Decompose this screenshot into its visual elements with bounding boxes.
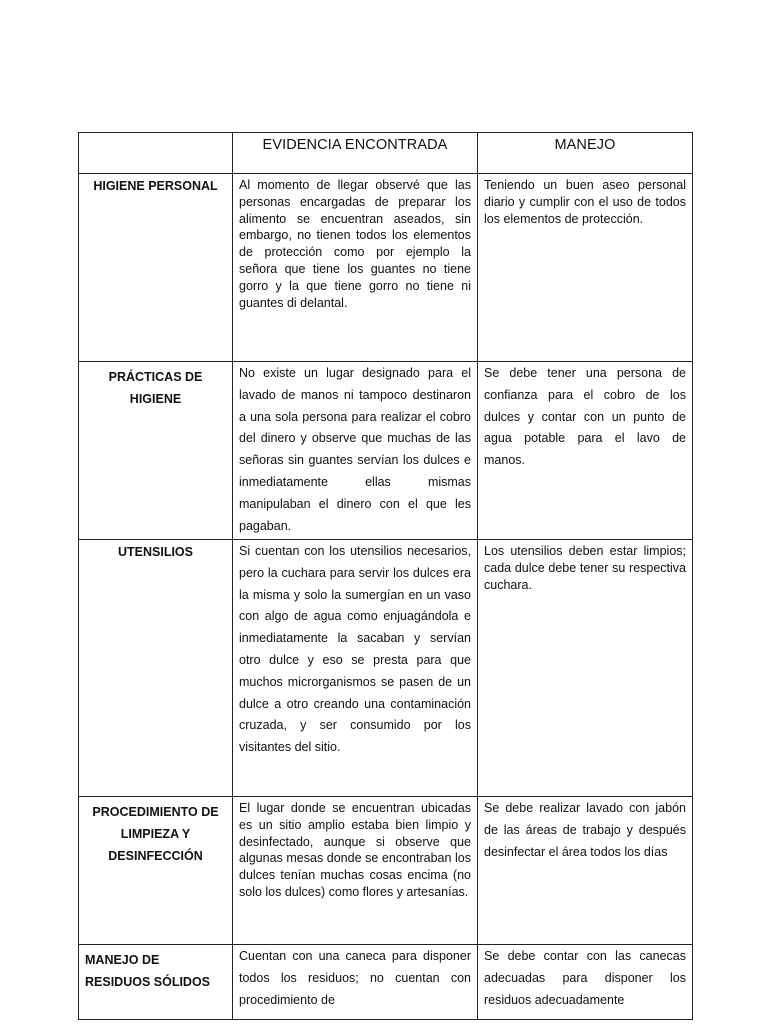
table-row <box>79 797 693 945</box>
cell-manejo-utensilios: Los utensilios deben estar limpios; cada dulce debe tener su respectiva cuchara. <box>478 540 693 797</box>
table-row <box>79 174 693 362</box>
cell-manejo-higiene-personal: Teniendo un buen aseo personal diario y cumplir con el uso de todos los elementos de protección. <box>478 174 693 362</box>
row-label-utensilios: UTENSILIOS <box>79 540 233 797</box>
cell-manejo-residuos-solidos: Se debe contar con las canecas adecuadas para disponer los residuos adecuadamente <box>478 945 693 1020</box>
cell-manejo-practicas-higiene: Se debe tener una persona de confianza para el cobro de los dulces y contar con un punto de agua potable para el lavo de manos. <box>478 362 693 540</box>
header-evidencia: EVIDENCIA ENCONTRADA <box>233 133 478 174</box>
table-row <box>79 362 693 540</box>
cell-manejo-limpieza-desinfeccion: Se debe realizar lavado con jabón de las áreas de trabajo y después desinfectar el área todos los días <box>478 797 693 945</box>
inspection-table <box>78 132 693 1020</box>
cell-evidencia-limpieza-desinfeccion: El lugar donde se encuentran ubicadas es un sitio amplio estaba bien limpio y desinfectado, aunque si observe que algunas mesas donde se encontraban los dulces tenían muchas cosas encima (no solo los dulces) como flores y artesanías. <box>233 797 478 945</box>
header-empty-cell <box>79 133 233 174</box>
header-manejo: MANEJO <box>478 133 693 174</box>
table-row <box>79 540 693 797</box>
cell-evidencia-higiene-personal: Al momento de llegar observé que las personas encargadas de preparar los alimento se encuentran aseados, sin embargo, no tienen todos los elementos de protección como por ejemplo la señora que tiene los guantes no tiene gorro y la que tiene gorro no tiene ni guantes di delantal. <box>233 174 478 362</box>
cell-evidencia-utensilios: Si cuentan con los utensilios necesarios, pero la cuchara para servir los dulces era la misma y solo la sumergían en un vaso con algo de agua como enjuagándola e inmediatamente la sacaban y servían otro dulce y eso se presta para que muchos microrganismos se pasen de un dulce a otro creando una contaminación cruzada, y ser consumido por los visitantes del sitio. <box>233 540 478 797</box>
table-header-row <box>79 133 693 174</box>
row-label-residuos-solidos: MANEJO DE RESIDUOS SÓLIDOS <box>79 945 233 1020</box>
row-label-practicas-higiene: PRÁCTICAS DE HIGIENE <box>79 362 233 540</box>
table-row <box>79 945 693 1020</box>
row-label-higiene-personal: HIGIENE PERSONAL <box>79 174 233 362</box>
cell-evidencia-practicas-higiene: No existe un lugar designado para el lavado de manos ni tampoco destinaron a una sola persona para realizar el cobro del dinero y observe que muchas de las señoras sin guantes servían los dulces e inmediatamente ellas mismas manipulaban el dinero con el que les pagaban. <box>233 362 478 540</box>
cell-evidencia-residuos-solidos: Cuentan con una caneca para disponer todos los residuos; no cuentan con procedimiento de <box>233 945 478 1020</box>
row-label-limpieza-desinfeccion: PROCEDIMIENTO DE LIMPIEZA Y DESINFECCIÓN <box>79 797 233 945</box>
